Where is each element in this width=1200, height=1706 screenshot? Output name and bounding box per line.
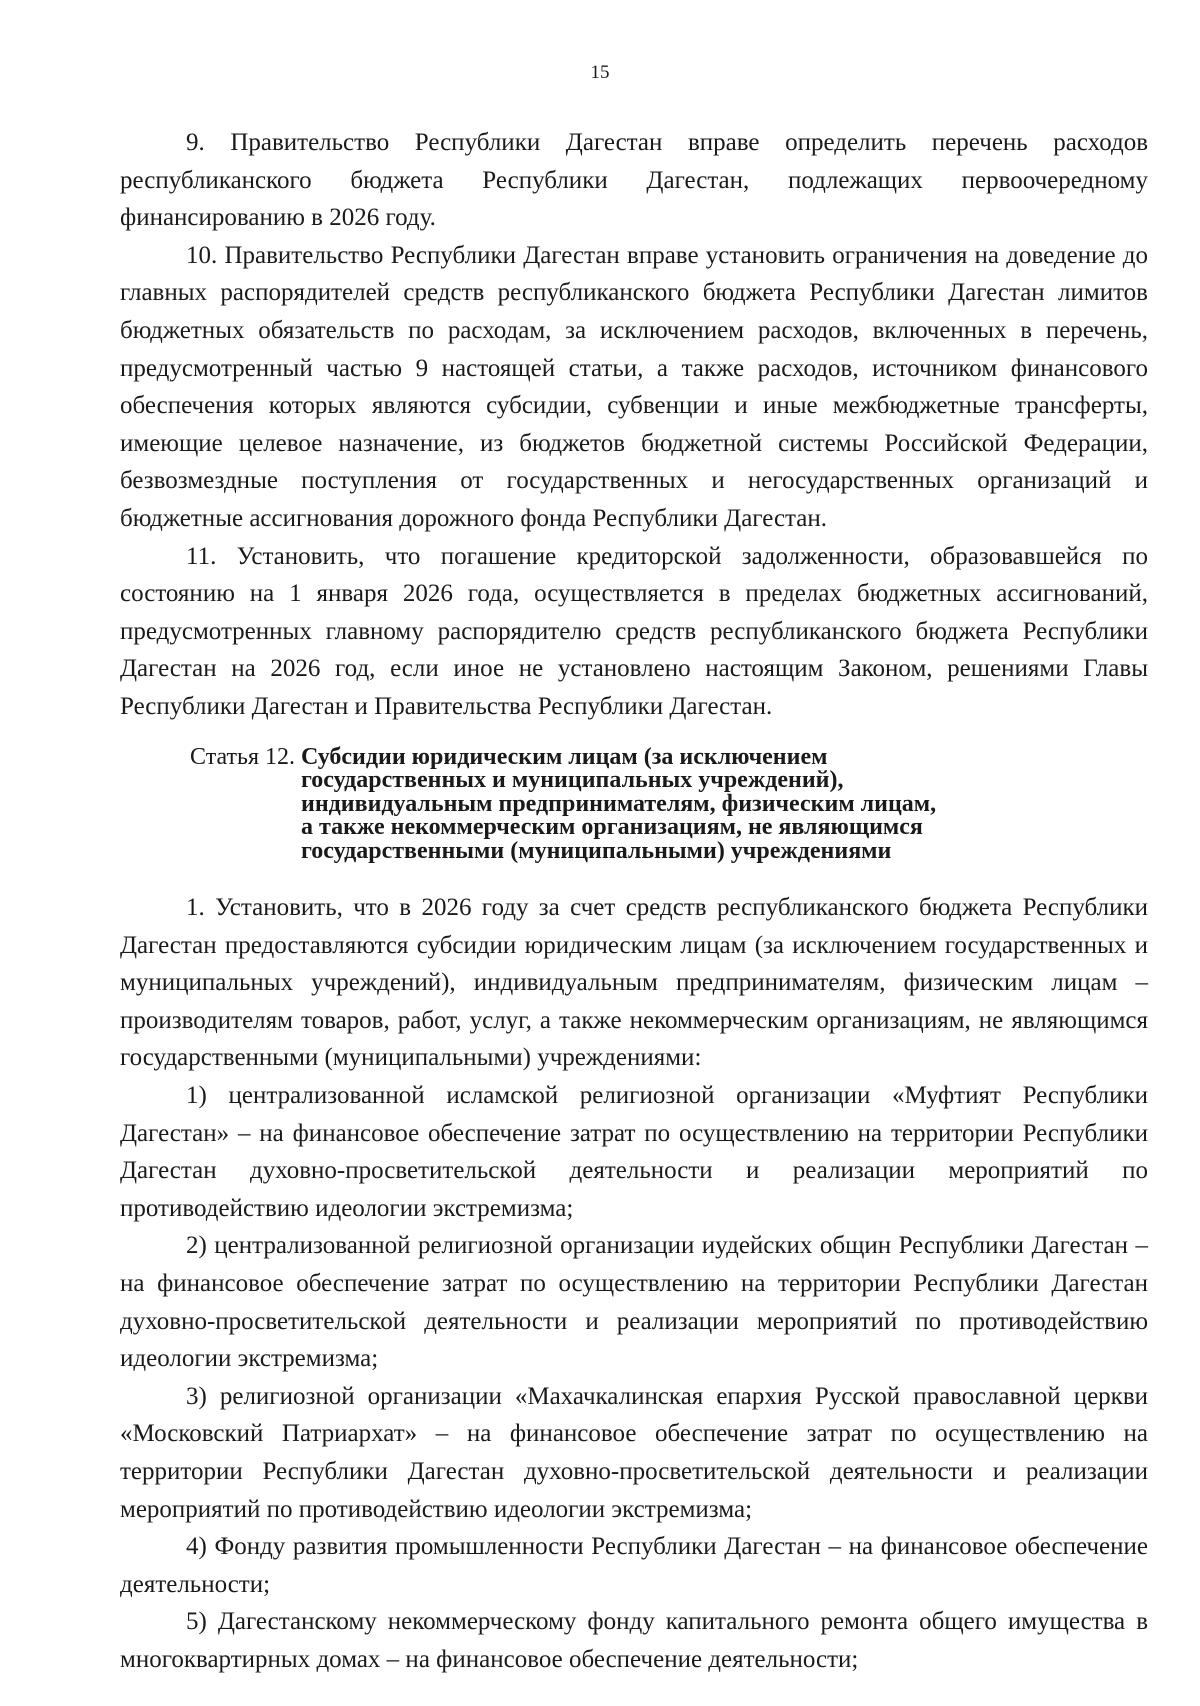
paragraph-11: 11. Установить, что погашение кредиторской задолженности, образовавшейся по состоянию на 1 января 2026 года, осуществляется в пределах бюджетных ассигнований, предусмотренных главному распорядителю средств республиканского бюджета Республики Дагестан на 2026 год, если иное не установлено настоящим Законом, решениями Главы Республики Дагестан и Правительства Республики Дагестан. bbox=[120, 542, 1148, 720]
list-item-3: 3) религиозной организации «Махачкалинская епархия Русской православной церкви «Московский Патриархат» – на финансовое обеспечение затрат по осуществлению на территории Республики Дагестан духовно-просветительской деятельности и реализации мероприятий по противодействию идеологии экстремизма; bbox=[120, 1382, 1148, 1523]
list-item-2: 2) централизованной религиозной организации иудейских общин Республики Дагестан – на финансовое обеспечение затрат по осуществлению на территории Республики Дагестан духовно-просветительской деятельности и реализации мероприятий по противодействию идеологии экстремизма; bbox=[120, 1232, 1148, 1373]
article-title-line: индивидуальным предпринимателям, физическим лицам, bbox=[300, 790, 937, 817]
article-heading bbox=[120, 743, 1148, 864]
list-item-4: 4) Фонду развития промышленности Республики Дагестан – на финансовое обеспечение деятельности; bbox=[120, 1533, 1148, 1598]
article-title-line: государственных и муниципальных учреждений), bbox=[300, 767, 844, 793]
page-number: 15 bbox=[590, 62, 610, 83]
list-item-1: 1) централизованной исламской религиозной организации «Муфтият Республики Дагестан» – на финансовое обеспечение затрат по осуществлению на территории Республики Дагестан духовно-просветительской деятельности и реализации мероприятий по противодействию идеологии экстремизма; bbox=[120, 1081, 1148, 1222]
article-title-line: государственными (муниципальными) учреждениями bbox=[300, 837, 892, 864]
paragraph-10: 10. Правительство Республики Дагестан вправе установить ограничения на доведение до главных распорядителей средств республиканского бюджета Республики Дагестан лимитов бюджетных обязательств по расходам, за исключением расходов, включенных в перечень, предусмотренный частью 9 настоящей статьи, а также расходов, источником финансового обеспечения которых являются субсидии, субвенции и иные межбюджетные трансферты, имеющие целевое назначение, из бюджетов бюджетной системы Российской Федерации, безвозмездные поступления от государственных и негосударственных организаций и бюджетные ассигнования дорожного фонда Республики Дагестан. bbox=[120, 241, 1148, 532]
document-body bbox=[120, 124, 1148, 1678]
list-item-5: 5) Дагестанскому некоммерческому фонду капитального ремонта общего имущества в многоквартирных домах – на финансовое обеспечение деятельности; bbox=[120, 1608, 1148, 1673]
article-title-line: а также некоммерческим организациям, не являющимся bbox=[300, 814, 923, 840]
paragraph-9: 9. Правительство Республики Дагестан вправе определить перечень расходов республиканского бюджета Республики Дагестан, подлежащих первоочередному финансированию в 2026 году. bbox=[120, 129, 1148, 232]
article-title bbox=[300, 743, 1061, 864]
article-title-line: Субсидии юридическим лицам (за исключением bbox=[300, 743, 828, 770]
paragraph-article12-1: 1. Установить, что в 2026 году за счет средств республиканского бюджета Республики Дагестан предоставляются субсидии юридическим лицам (за исключением государственных и муниципальных учреждений), индивидуальным предпринимателям, физическим лицам – производителям товаров, работ, услуг, а также некоммерческим организациям, не являющимся государственными (муниципальными) учреждениями: bbox=[120, 894, 1148, 1072]
article-label: Статья 12. bbox=[190, 743, 295, 770]
